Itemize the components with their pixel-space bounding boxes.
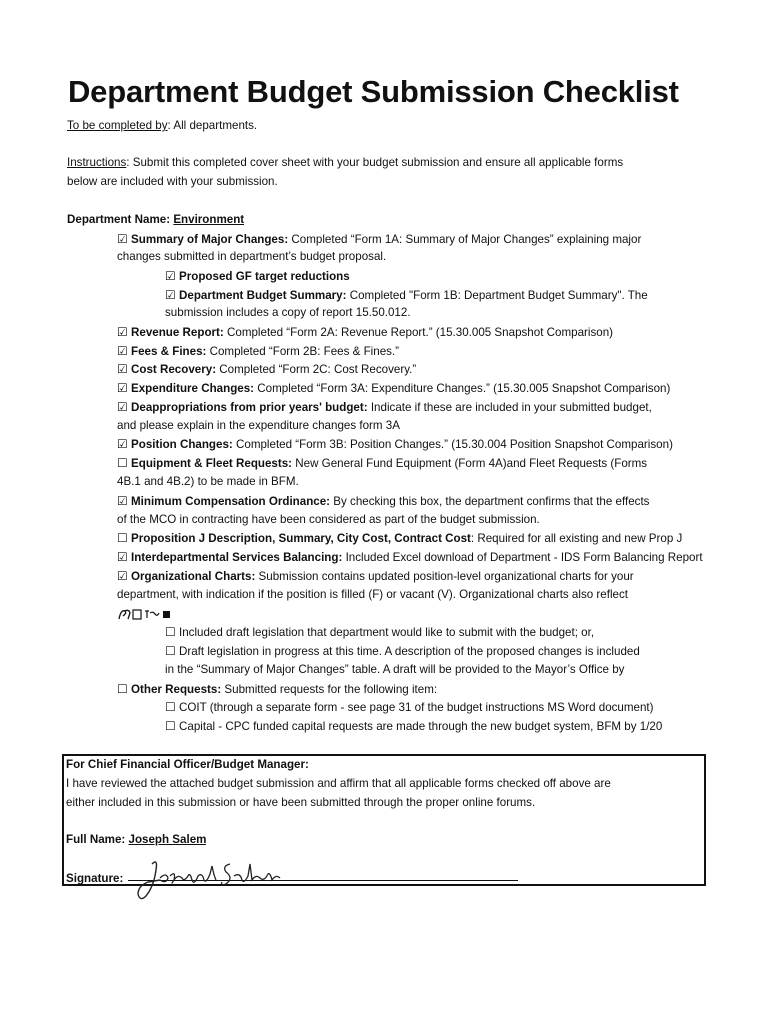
completed-by-value: All departments. (170, 119, 258, 132)
unchecked-box-icon[interactable]: ☐ (117, 456, 128, 470)
garbled-glyphs-icon (117, 606, 177, 622)
item-continuation: of the MCO in contracting have been considered as part of the budget submission. (117, 513, 540, 526)
item-label: Equipment & Fleet Requests: (131, 457, 293, 470)
item-text: Included draft legislation that department would like to submit with the budget; or, (179, 626, 595, 639)
item-deappropriations (117, 400, 709, 415)
item-draft-legislation-in-progress (165, 644, 697, 659)
item-cost-recovery (117, 362, 416, 377)
item-label: Fees & Fines: (131, 345, 207, 358)
item-coit (165, 700, 710, 715)
item-text: New General Fund Equipment (Form 4A)and Fleet Requests (Forms (292, 457, 648, 470)
unchecked-box-icon[interactable]: ☐ (165, 644, 176, 658)
unchecked-box-icon[interactable]: ☐ (117, 531, 128, 545)
item-label: Cost Recovery: (131, 363, 217, 376)
item-text: Capital - CPC funded capital requests are made through the new budget system, BFM by 1/20 (179, 720, 663, 733)
item-expenditure-changes (117, 381, 709, 396)
item-summary-of-major-changes (117, 232, 697, 247)
signature-image (130, 856, 290, 906)
checked-box-icon[interactable]: ☑ (165, 269, 176, 283)
completed-by-label: To be completed by (67, 119, 168, 132)
item-text: Draft legislation in progress at this time. A description of the proposed changes is included (179, 645, 640, 658)
cfo-heading: For Chief Financial Officer/Budget Manager: (66, 758, 309, 771)
item-label: Organizational Charts: (131, 570, 256, 583)
unchecked-box-icon[interactable]: ☐ (117, 682, 128, 696)
item-included-draft-legislation (165, 625, 594, 640)
item-text: Completed “Form 3B: Position Changes.” (15.30.004 Position Snapshot Comparison) (232, 438, 673, 451)
checked-box-icon[interactable]: ☑ (117, 437, 128, 451)
item-revenue-report (117, 325, 707, 340)
full-name-value[interactable]: Joseph Salem (128, 833, 207, 846)
completed-by-line (67, 119, 257, 133)
item-continuation: submission includes a copy of report 15.50.012. (165, 306, 411, 319)
item-label: Interdepartmental Services Balancing: (131, 551, 343, 564)
page-title: Department Budget Submission Checklist (68, 74, 679, 109)
item-continuation: and please explain in the expenditure changes form 3A (117, 419, 400, 432)
item-label: Department Budget Summary: (179, 289, 347, 302)
checked-box-icon[interactable]: ☑ (117, 569, 128, 583)
department-name-value: Environment (173, 213, 245, 226)
item-interdepartmental-services (117, 550, 709, 565)
item-continuation: 4B.1 and 4B.2) to be made in BFM. (117, 475, 299, 488)
item-text: Completed “Form 2C: Cost Recovery.” (216, 363, 417, 376)
checked-box-icon[interactable]: ☑ (117, 381, 128, 395)
instructions-line-1 (67, 156, 623, 170)
checked-box-icon[interactable]: ☑ (117, 362, 128, 376)
item-minimum-compensation (117, 494, 709, 509)
checked-box-icon[interactable]: ☑ (165, 288, 176, 302)
checked-box-icon[interactable]: ☑ (117, 400, 128, 414)
item-text: Completed “Form 2A: Revenue Report.” (15.30.005 Snapshot Comparison) (223, 326, 614, 339)
item-continuation: changes submitted in department’s budget proposal. (117, 250, 387, 263)
item-label: Summary of Major Changes: (131, 233, 289, 246)
item-text: Completed “Form 1A: Summary of Major Changes” explaining major (288, 233, 642, 246)
unchecked-box-icon[interactable]: ☐ (165, 700, 176, 714)
checked-box-icon[interactable]: ☑ (117, 232, 128, 246)
signature-label: Signature: (66, 872, 124, 885)
department-name-line (67, 213, 244, 227)
item-department-budget-summary (165, 288, 695, 303)
item-capital (165, 719, 710, 734)
item-label: Deappropriations from prior years' budget: (131, 401, 368, 414)
item-text: By checking this box, the department confirms that the effects (330, 495, 650, 508)
unchecked-box-icon[interactable]: ☐ (165, 625, 176, 639)
item-text: Completed "Form 1B: Department Budget Summary". The (346, 289, 648, 302)
cfo-statement-line-2: either included in this submission or have been submitted through the proper online forums. (66, 796, 536, 809)
item-text: Completed “Form 2B: Fees & Fines.” (206, 345, 400, 358)
unchecked-box-icon[interactable]: ☐ (165, 719, 176, 733)
item-text: Completed “Form 3A: Expenditure Changes.” (15.30.005 Snapshot Comparison) (254, 382, 671, 395)
checked-box-icon[interactable]: ☑ (117, 344, 128, 358)
cfo-statement-line-1: I have reviewed the attached budget submission and affirm that all applicable forms checked off above are (66, 777, 611, 790)
item-position-changes (117, 437, 709, 452)
item-equipment-and-fleet (117, 456, 709, 471)
item-label: Proposition J Description, Summary, City Cost, Contract Cost (131, 532, 471, 545)
item-text: Submission contains updated position-level organizational charts for your (255, 570, 634, 583)
item-label: Minimum Compensation Ordinance: (131, 495, 331, 508)
item-text: COIT (through a separate form - see page 31 of the budget instructions MS Word document) (179, 701, 654, 714)
item-label: Proposed GF target reductions (179, 270, 350, 283)
item-text: : Required for all existing and new Prop J (470, 532, 683, 545)
item-text: Included Excel download of Department - IDS Form Balancing Report (342, 551, 703, 564)
item-proposed-gf-target-reductions (165, 269, 350, 284)
instructions-line-2: below are included with your submission. (67, 175, 278, 188)
item-proposition-j (117, 531, 709, 546)
item-organizational-charts (117, 569, 709, 584)
item-label: Revenue Report: (131, 326, 224, 339)
department-name-label: Department Name: (67, 213, 174, 226)
item-text: Submitted requests for the following item: (221, 683, 438, 696)
item-fees-and-fines (117, 344, 399, 359)
checked-box-icon[interactable]: ☑ (117, 550, 128, 564)
full-name-label: Full Name: (66, 833, 129, 846)
item-label: Expenditure Changes: (131, 382, 255, 395)
instructions-text-1: : Submit this completed cover sheet with your budget submission and ensure all applicable forms (126, 156, 624, 169)
item-other-requests (117, 682, 437, 697)
completed-by-colon: : (167, 119, 171, 132)
item-text: Indicate if these are included in your submitted budget, (367, 401, 652, 414)
checked-box-icon[interactable]: ☑ (117, 325, 128, 339)
item-continuation: in the “Summary of Major Changes” table. A draft will be provided to the Mayor’s Office by (165, 663, 625, 676)
instructions-label: Instructions (67, 156, 127, 169)
item-label: Position Changes: (131, 438, 233, 451)
item-continuation: department, with indication if the position is filled (F) or vacant (V). Organizational charts also reflect (117, 588, 628, 601)
item-label: Other Requests: (131, 683, 222, 696)
full-name-line (66, 833, 206, 847)
checked-box-icon[interactable]: ☑ (117, 494, 128, 508)
